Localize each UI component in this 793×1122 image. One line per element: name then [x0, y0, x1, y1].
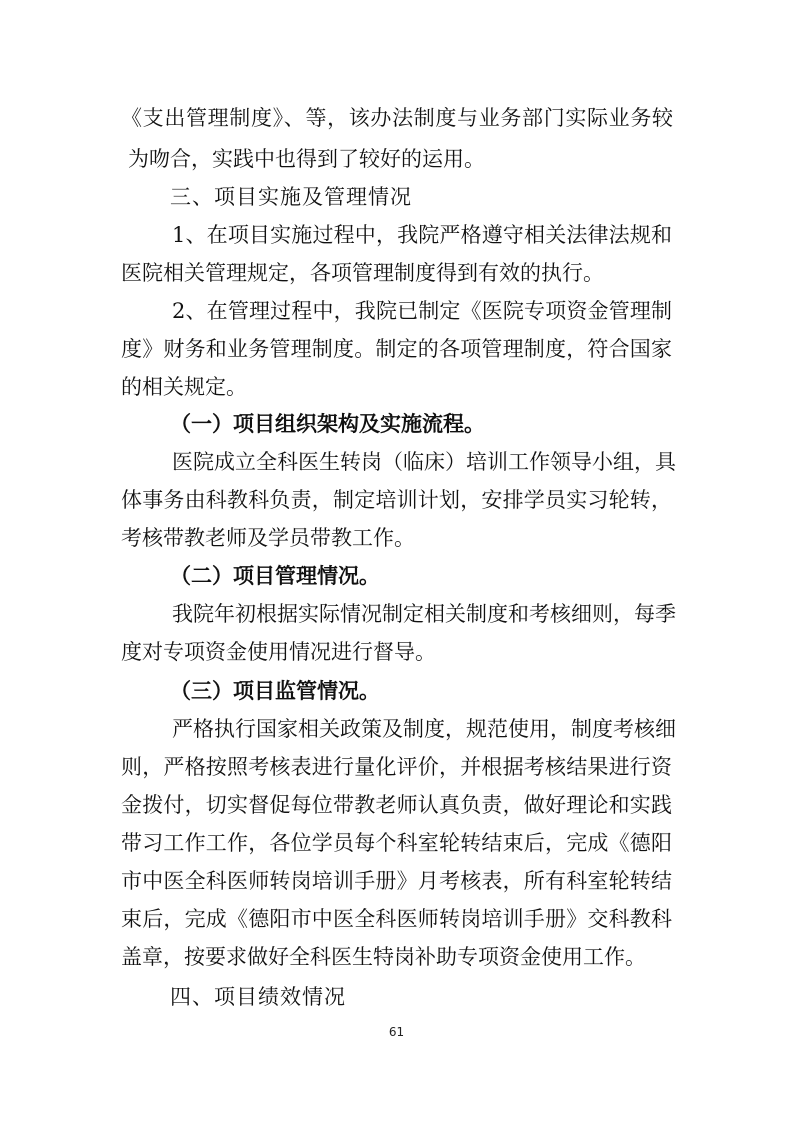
body-line: 《支出管理制度》、等，该办法制度与业务部门实际业务较	[121, 106, 673, 130]
body-line: 1、在项目实施过程中，我院严格遵守相关法律法规和	[172, 223, 672, 247]
page-number: 61	[388, 1025, 405, 1039]
body-line: 严格执行国家相关政策及制度，规范使用，制度考核细	[172, 717, 676, 741]
body-line: 的相关规定。	[121, 375, 247, 399]
body-line: 度对专项资金使用情况进行督导。	[121, 640, 436, 664]
body-line: 医院相关管理规定，各项管理制度得到有效的执行。	[121, 261, 604, 285]
body-line: 考核带教老师及学员带教工作。	[121, 526, 415, 550]
body-line: 带习工作工作，各位学员每个科室轮转结束后，完成《德阳	[121, 831, 672, 855]
body-line: 我院年初根据实际情况制定相关制度和考核细则，每季	[172, 602, 676, 626]
body-line: 2、在管理过程中，我院已制定《医院专项资金管理制	[172, 299, 672, 323]
body-line: 金拨付，切实督促每位带教老师认真负责，做好理论和实践	[121, 793, 672, 817]
body-line: 束后，完成《德阳市中医全科医师转岗培训手册》交科教科	[121, 907, 672, 931]
subsection-heading: （三）项目监管情况。	[170, 679, 380, 703]
subsection-heading: （一）项目组织架构及实施流程。	[170, 412, 485, 436]
body-line: 医院成立全科医生转岗（临床）培训工作领导小组，具	[172, 450, 676, 474]
subsection-heading: （二）项目管理情况。	[170, 564, 380, 588]
body-line: 度》财务和业务管理制度。制定的各项管理制度，符合国家	[121, 337, 672, 361]
body-line: 则，严格按照考核表进行量化评价，并根据考核结果进行资	[121, 755, 672, 779]
section-heading: 三、项目实施及管理情况	[170, 185, 412, 209]
body-line: 市中医全科医师转岗培训手册》月考核表，所有科室轮转结	[121, 869, 672, 893]
body-line: 为吻合，实践中也得到了较好的运用。	[128, 147, 485, 171]
section-heading: 四、项目绩效情况	[170, 985, 346, 1009]
body-line: 盖章，按要求做好全科医生特岗补助专项资金使用工作。	[121, 945, 646, 969]
body-line: 体事务由科教科负责，制定培训计划，安排学员实习轮转，	[121, 488, 672, 512]
